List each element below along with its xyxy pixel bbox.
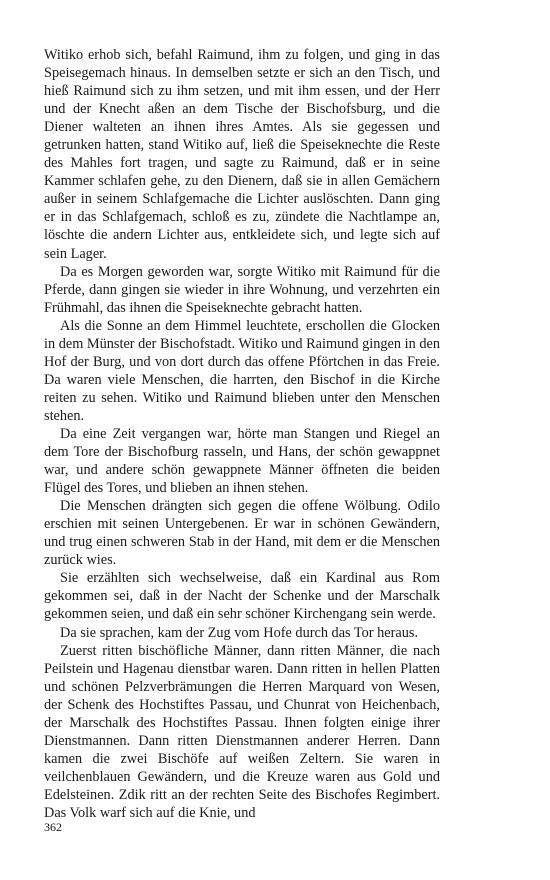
paragraph: Sie erzählten sich wechselweise, daß ein Kardinal aus Rom gekommen sei, daß in der Nacht der Schenke und der Marschalk gekommen seien, und daß ein sehr schöner Kirchengang sein werde.: [44, 570, 440, 623]
paragraph: Da eine Zeit vergangen war, hörte man Stangen und Riegel an dem Tore der Bischofburg rasseln, und Hans, der schön gewappnet war, und andere schön gewappnete Männer öffneten die beiden Flügel des Tores, und blieben an ihnen stehen.: [44, 425, 440, 497]
paragraph: Als die Sonne an dem Himmel leuchtete, erschollen die Glocken in dem Münster der Bischofstadt. Witiko und Raimund gingen in den Hof der Burg, und von dort durch das offene Pförtchen in das Freie. Da waren viele Menschen, die harrten, den Bischof in die Kirche reiten zu sehen. Witiko und Raimund blieben unter den Menschen stehen.: [44, 317, 440, 424]
paragraph: Da es Morgen geworden war, sorgte Witiko mit Raimund für die Pferde, dann gingen sie wieder in ihre Wohnung, und verzehrten ein Frühmahl, das ihnen die Speiseknechte gebracht hatten.: [44, 263, 440, 316]
body-text: [44, 46, 440, 822]
page-number: 362: [44, 820, 62, 834]
paragraph: Da sie sprachen, kam der Zug vom Hofe durch das Tor heraus.: [60, 624, 419, 641]
paragraph: Witiko erhob sich, befahl Raimund, ihm zu folgen, und ging in das Speisegemach hinaus. In demselben setzte er sich an den Tisch, und hieß Raimund sich zu ihm setzen, und mit ihm essen, und der Herr und der Knecht aßen an dem Tische der Bischofsburg, und die Diener walteten an ihnen ihres Amtes. Als sie gegessen und getrunken hatten, stand Witiko auf, ließ die Speiseknechte die Reste des Mahles fort tragen, und sagte zu Raimund, daß er in seine Kammer schlafen gehe, zu den Dienern, daß sie in allen Gemächern außer in seinem Schlafgemache die Lichter auslöschten. Dann ging er in das Schlafgemach, schloß es zu, zündete die Nachtlampe an, löschte die andern Lichter aus, entkleidete sich, und legte sich auf sein Lager.: [44, 47, 440, 262]
paragraph: Die Menschen drängten sich gegen die offene Wölbung. Odilo erschien mit seinen Untergebenen. Er war in schönen Gewändern, und trug einen schweren Stab in der Hand, mit dem er die Menschen zurück wies.: [44, 498, 440, 569]
paragraph: Zuerst ritten bischöfliche Männer, dann ritten Männer, die nach Peilstein und Hagenau dienstbar waren. Dann ritten in hellen Platten und schönen Pelzverbrämungen die Herren Marquard von Wesen, der Schenk des Hochstiftes Passau, und Chunrat von Heichenbach, der Marschalk des Hochstiftes Passau. Ihnen folgten einige ihrer Dienstmannen. Dann ritten Dienstmannen anderer Herren. Dann kamen die zwei Bischöfe auf weißen Zeltern. Sie waren in veilchenblauen Gewändern, und die Kreuze waren aus Gold und Edelsteinen. Zdik ritt an der rechten Seite des Bischofes Regimbert. Das Volk warf sich auf die Knie, und: [44, 642, 440, 821]
